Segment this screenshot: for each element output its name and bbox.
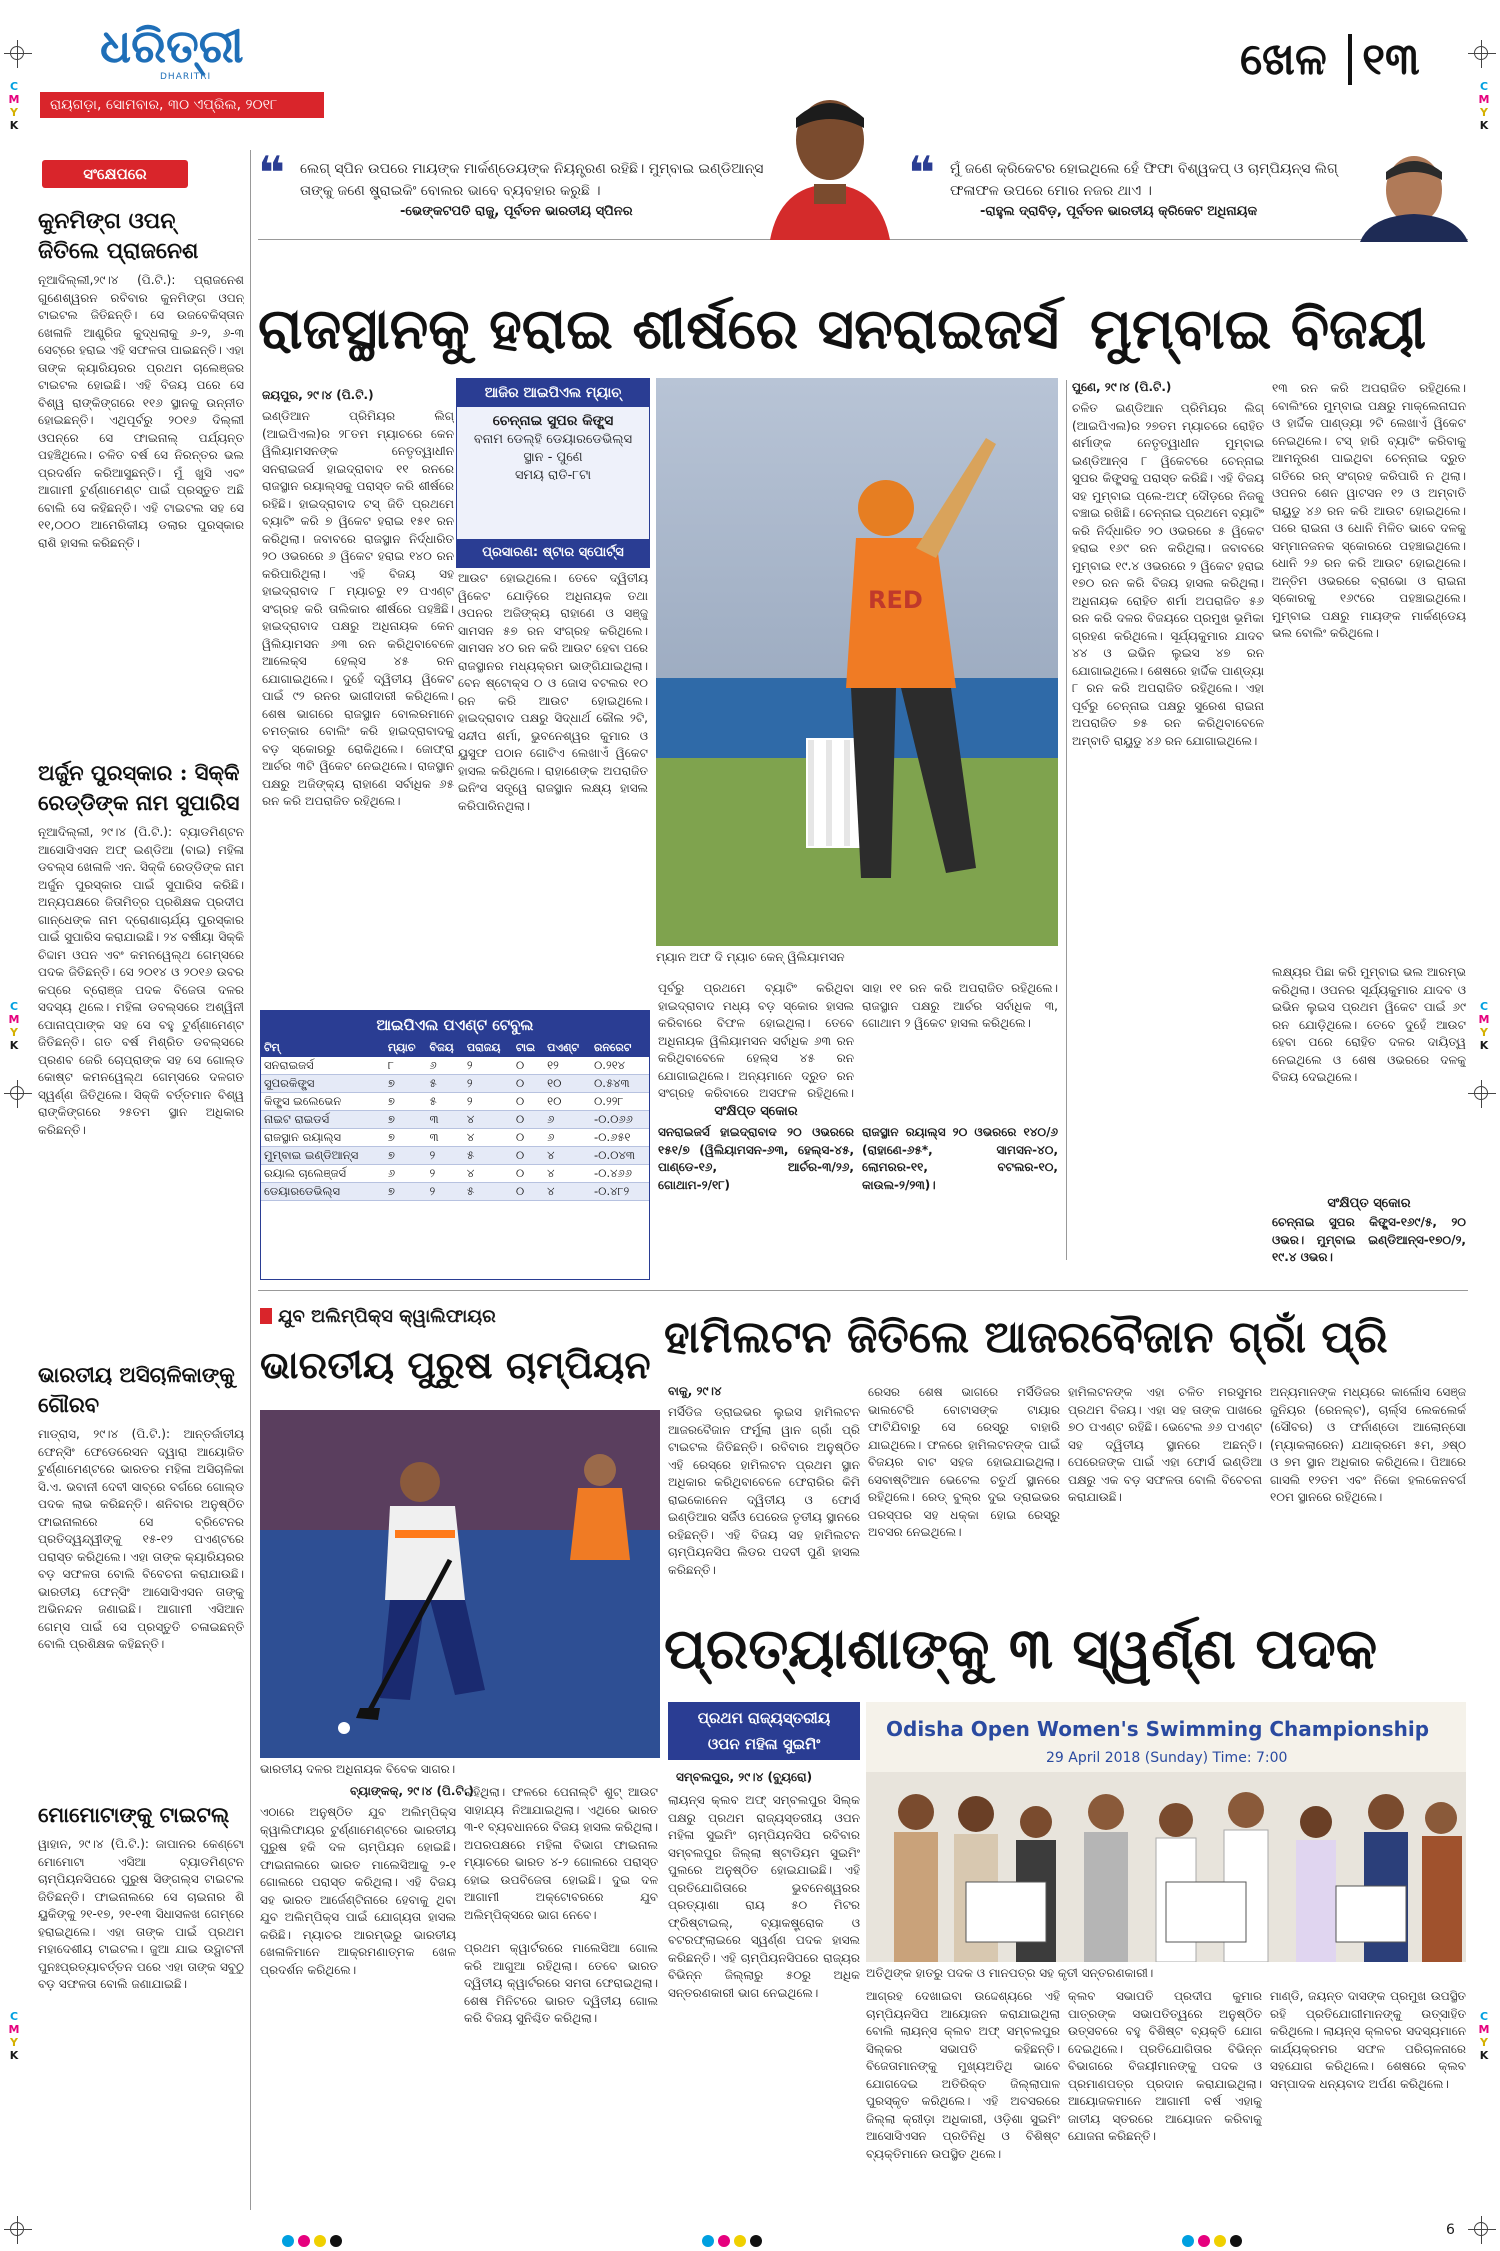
svg-text:RED: RED xyxy=(868,586,923,614)
mumbai-score: ଚେନ୍ନାଇ ସୁପର କିଙ୍ଗ୍ସ-୧୬୯/୫, ୨୦ ଓଭର। ମୁମ୍ବାଇ ଇଣ୍ଡିଆନ୍ସ-୧୭୦/୨, ୧୯.୪ ଓଭର। xyxy=(1272,1215,1466,1264)
table-cell: ୭ xyxy=(385,1093,427,1111)
lead-body-col1: ଇଣ୍ଡିଆନ ପ୍ରିମିୟର ଲିଗ୍ (ଆଇପିଏଲ)ର ୨୮ତମ ମ୍ୟାଚରେ କେନ ୱିଲିୟାମସନଙ୍କ ନେତୃତ୍ୱାଧୀନ ସନରାଇଜର୍ସ ହାଇଦ୍ରାବାଦ ୧୧ ରନରେ ରାଜସ୍ଥାନ ରୟାଲ୍ସକୁ ପରାସ୍ତ କରି ଶୀର୍ଷରେ ରହିଛି। ହାଇଦ୍ରାବାଦ ଟସ୍ ଜିତି ପ୍ରଥମେ ବ୍ୟାଟିଂ କରି ୭ ୱିକେଟ ହରାଇ ୧୫୧ ରନ କରିଥିଲା। ଜବାବରେ ରାଜସ୍ଥାନ ନିର୍ଦ୍ଧାରିତ ୨୦ ଓଭରରେ ୬ ୱିକେଟ ହରାଇ ୧୪୦ ରନ କରିପାରିଥିଲା। ଏହି ବିଜୟ ସହ ହାଇଦ୍ରାବାଦ ୮ ମ୍ୟାଚରୁ ୧୨ ପଏଣ୍ଟ ସଂଗ୍ରହ କରି ତାଲିକାର ଶୀର୍ଷରେ ପହଞ୍ଚିଛି। ହାଇଦ୍ରାବାଦ ପକ୍ଷରୁ ଅଧିନାୟକ କେନ ୱିଲିୟାମସନ ୬୩ ରନ କରିଥିବାବେଳେ ଆଲେକ୍ସ ହେଲ୍ସ ୪୫ ରନ ଯୋଗାଇଥିଲେ। ଦୁହେଁ ଦ୍ୱିତୀୟ ୱିକେଟ ପାଇଁ ୯୨ ରନର ଭାଗୀଦାରୀ କରିଥିଲେ। ଶେଷ ଭାଗରେ ରାଜସ୍ଥାନ ବୋଲରମାନେ ଚମତ୍କାର ବୋଲିଂ କରି ହାଇଦ୍ରାବାଦକୁ ବଡ଼ ସ୍କୋରରୁ ରୋକିଥିଲେ। ଜୋଫ୍ରା ଆର୍ଚର ୩ଟି ୱିକେଟ ନେଇଥିଲେ। ରାଜସ୍ଥାନ ପକ୍ଷରୁ ଅଜିଙ୍କ୍ୟ ରାହାଣେ ସର୍ବାଧିକ ୬୫ ରନ କରି ଅପରାଜିତ ରହିଥିଲେ। xyxy=(262,409,454,808)
column-divider xyxy=(1066,380,1067,1260)
table-cell: ୪ xyxy=(544,1165,591,1183)
table-cell: ୬ xyxy=(544,1129,591,1147)
col-header: ଟାଇ xyxy=(513,1039,544,1057)
lead-headline: ରାଜସ୍ଥାନକୁ ହରାଇ ଶୀର୍ଷରେ ସନରାଇଜର୍ସ xyxy=(258,296,1059,362)
lead-body-col2: ଆଉଟ ହୋଇଥିଲେ। ତେବେ ଦ୍ୱିତୀୟ ୱିକେଟ ଯୋଡ଼ିରେ ଅଧିନାୟକ ତଥା ଓପନର ଅଜିଙ୍କ୍ୟ ରାହାଣେ ଓ ସଞ୍ଜୁ ସାମସନ ୫୭ ରନ ସଂଗ୍ରହ କରିଥିଲେ। ସାମସନ ୪୦ ରନ କରି ଆଉଟ ହେବା ପରେ ରାଜସ୍ଥାନର ମଧ୍ୟକ୍ରମ ଭାଙ୍ଗିଯାଇଥିଲା। ବେନ ଷ୍ଟୋକ୍ସ ୦ ଓ ଜୋସ ବଟଲର ୧୦ ରନ କରି ଆଉଟ ହୋଇଥିଲେ। ହାଇଦ୍ରାବାଦ ପକ୍ଷରୁ ସିଦ୍ଧାର୍ଥ କୌଲ ୨ଟି, ସନ୍ଦୀପ ଶର୍ମା, ଭୁବନେଶ୍ୱର କୁମାର ଓ ୟୁସୁଫ ପଠାନ ଗୋଟିଏ ଲେଖାଏଁ ୱିକେଟ ହାସଲ କରିଥିଲେ। ରାହାଣେଙ୍କ ଅପରାଜିତ ଇନିଂସ ସତ୍ତ୍ୱେ ରାଜସ୍ଥାନ ଲକ୍ଷ୍ୟ ହାସଲ କରିପାରିନଥିଲା। xyxy=(458,571,648,813)
col-header: ପରାଜୟ xyxy=(464,1039,513,1057)
sidebar-divider xyxy=(250,150,251,2210)
col-header: ମ୍ୟାଚ xyxy=(385,1039,427,1057)
today-match-title: ଆଜିର ଆଇପିଏଲ ମ୍ୟାଚ୍ xyxy=(457,379,649,407)
hockey-photo-caption: ଭାରତୀୟ ଦଳର ଅଧିନାୟକ ବିବେକ ସାଗର। xyxy=(260,1762,456,1776)
mumbai-body-col3: ଲକ୍ଷ୍ୟର ପିଛା କରି ମୁମ୍ବାଇ ଭଲ ଆରମ୍ଭ କରିଥିଲା। ଓପନର ସୂର୍ଯ୍ୟକୁମାର ଯାଦବ ଓ ଇଭିନ ଲୁଇସ ପ୍ରଥମ ୱିକେଟ ପାଇଁ ୬୯ ରନ ଯୋଡ଼ିଥିଲେ। ତେବେ ଦୁହେଁ ଆଉଟ ହେବା ପରେ ରୋହିତ ଦଳର ଦାୟିତ୍ୱ ନେଇଥିଲେ ଓ ଶେଷ ଓଭରରେ ଦଳକୁ ବିଜୟ ଦେଇଥିଲେ। xyxy=(1272,965,1466,1084)
table-cell: ୫ xyxy=(427,1093,464,1111)
logo-text: ଧରିତ୍ରୀ xyxy=(100,19,244,73)
table-cell: ୫ xyxy=(464,1147,513,1165)
cmyk-marker: C M Y K xyxy=(8,2010,20,2062)
mumbai-headline: ମୁମ୍ବାଇ ବିଜୟୀ xyxy=(1090,296,1427,362)
table-cell: ୨ xyxy=(427,1165,464,1183)
table-cell: ୫ xyxy=(427,1075,464,1093)
table-cell: ୨ xyxy=(427,1147,464,1165)
points-table-title: ଆଇପିଏଲ ପଏଣ୍ଟ ଟେବୁଲ xyxy=(261,1011,649,1039)
table-row xyxy=(261,1075,649,1093)
table-cell: ୦.୨୧୪ xyxy=(591,1057,649,1075)
table-cell: -୦.୪୮୨ xyxy=(591,1183,649,1201)
table-cell: ୩ xyxy=(427,1129,464,1147)
today-match-broadcast: ପ୍ରସାରଣ: ଷ୍ଟାର ସ୍ପୋର୍ଟ୍ସ xyxy=(457,539,649,567)
quote-author: -ଭେଙ୍କଟପତି ରାଜୁ, ପୂର୍ବତନ ଭାରତୀୟ ସ୍ପିନର xyxy=(400,204,633,219)
lead-score-1: ସନରାଇଜର୍ସ ହାଇଦ୍ରାବାଦ ୨୦ ଓଭରରେ ୧୫୧/୭ (ୱିଲିୟାମସନ-୬୩, ହେଲ୍ସ-୪୫, ପାଣ୍ଡେ-୧୬, ଆର୍ଚର-୩/୨୬, ଗୋଥାମ-୨/୧୮) xyxy=(658,1125,854,1192)
hockey-photo xyxy=(260,1410,660,1758)
color-bar xyxy=(1180,2232,1244,2251)
swim-body-col3: କ୍ଲବ ସଭାପତି ପ୍ରଦୀପ କୁମାର ପାତ୍ରଙ୍କ ସଭାପତିତ୍ୱରେ ଅନୁଷ୍ଠିତ ଉତ୍ସବରେ ବହୁ ବିଶିଷ୍ଟ ବ୍ୟକ୍ତି ଯୋଗ ଦେଇଥିଲେ। ପ୍ରତିଯୋଗିତାର ବିଭିନ୍ନ ବିଭାଗରେ ବିଜୟୀମାନଙ୍କୁ ପଦକ ଓ ପ୍ରମାଣପତ୍ର ପ୍ରଦାନ କରାଯାଇଥିଲା। ଆୟୋଜକମାନେ ଆଗାମୀ ବର୍ଷ ଏହାକୁ ଜାତୀୟ ସ୍ତରରେ ଆୟୋଜନ କରିବାକୁ ଯୋଜନା କରିଛନ୍ତି। xyxy=(1068,1989,1262,2143)
table-cell: ସନରାଇଜର୍ସ xyxy=(261,1057,385,1075)
mumbai-body-col1: ଚଳିତ ଇଣ୍ଡିଆନ ପ୍ରିମିୟର ଲିଗ୍ (ଆଇପିଏଲ)ର ୨୭ତମ ମ୍ୟାଚରେ ରୋହିତ ଶର୍ମାଙ୍କ ନେତୃତ୍ୱାଧୀନ ମୁମ୍ବାଇ ଇଣ୍ଡିଆନ୍ସ ୮ ୱିକେଟରେ ଚେନ୍ନାଇ ସୁପର କିଙ୍ଗ୍ସକୁ ପରାସ୍ତ କରିଛି। ଏହି ବିଜୟ ସହ ମୁମ୍ବାଇ ପ୍ଲେ-ଅଫ୍ ଦୌଡ଼ରେ ନିଜକୁ ବଞ୍ଚାଇ ରଖିଛି। ଚେନ୍ନାଇ ପ୍ରଥମେ ବ୍ୟାଟିଂ କରି ନିର୍ଦ୍ଧାରିତ ୨୦ ଓଭରରେ ୫ ୱିକେଟ ହରାଇ ୧୬୯ ରନ କରିଥିଲା। ଜବାବରେ ମୁମ୍ବାଇ ୧୯.୪ ଓଭରରେ ୨ ୱିକେଟ ହରାଇ ୧୭୦ ରନ କରି ବିଜୟ ହାସଲ କରିଥିଲା। ଅଧିନାୟକ ରୋହିତ ଶର୍ମା ଅପରାଜିତ ୫୬ ରନ କରି ଦଳର ବିଜୟରେ ପ୍ରମୁଖ ଭୂମିକା ଗ୍ରହଣ କରିଥିଲେ। ସୂର୍ଯ୍ୟକୁମାର ଯାଦବ ୪୪ ଓ ଇଭିନ ଲୁଇସ ୪୭ ରନ ଯୋଗାଇଥିଲେ। ଶେଷରେ ହାର୍ଦ୍ଦିକ ପାଣ୍ଡ୍ୟା ୮ ରନ କରି ଅପରାଜିତ ରହିଥିଲେ। ଏହା ପୂର୍ବରୁ ଚେନ୍ନାଇ ପକ୍ଷରୁ ସୁରେଶ ରାଇନା ଅପରାଜିତ ୭୫ ରନ କରିଥିବାବେଳେ ଅମ୍ବାତି ରାୟୁଡୁ ୪୬ ରନ ଯୋଗାଇଥିଲେ। xyxy=(1072,401,1264,748)
table-cell: ମୁମ୍ବାଇ ଇଣ୍ଡିଆନ୍ସ xyxy=(261,1147,385,1165)
table-cell: ୬ xyxy=(544,1111,591,1129)
table-cell: ୭ xyxy=(385,1183,427,1201)
sidebar-item-title: ମୋମୋଟାଙ୍କୁ ଟାଇଟଲ୍ xyxy=(38,1802,230,1827)
table-row xyxy=(261,1183,649,1201)
quote-author: -ରାହୁଲ ଦ୍ରାବିଡ଼, ପୂର୍ବତନ ଭାରତୀୟ କ୍ରିକେଟ ଅଧିନାୟକ xyxy=(980,204,1258,219)
hockey-dateline: ବ୍ୟାଙ୍କକ୍, ୨୯।୪ (ପି.ଟି.) xyxy=(350,1784,474,1798)
hockey-kicker-text: ଯୁବ ଅଲିମ୍ପିକ୍ସ କ୍ୱାଲିଫାୟର xyxy=(278,1306,496,1327)
sidebar-item-body: ନୂଆଦିଲ୍ଲୀ, ୨୯।୪ (ପି.ଟି.): ବ୍ୟାଡମିଣ୍ଟନ ଆସୋସିଏସନ ଅଫ୍ ଇଣ୍ଡିଆ (ବାଇ) ମହିଳା ଡବଲ୍ସ ଖେଳାଳି ଏନ. ସିକ୍କି ରେଡ୍ଡିଙ୍କ ନାମ ଅର୍ଜୁନ ପୁରସ୍କାର ପାଇଁ ସୁପାରିସ କରିଛି। ଅନ୍ୟପକ୍ଷରେ ଜିତାମିତ୍ର ପ୍ରଶିକ୍ଷକ ପ୍ରଦୀପ ଗାନ୍ଧେଙ୍କ ନାମ ଦ୍ରୋଣାଚାର୍ଯ୍ୟ ପୁରସ୍କାର ପାଇଁ ସୁପାରିସ କରାଯାଇଛି। ୨୪ ବର୍ଷୀୟା ସିକ୍କି ଚିଦ୍ଦାମ ଓପନ ଏବଂ କମନୱେଲ୍ଥ ଗେମ୍ସରେ ପଦକ ଜିତିଛନ୍ତି। ସେ ୨୦୧୪ ଓ ୨୦୧୬ ଉବର କପ୍‌ରେ ବ୍ରୋଞ୍ଜ ପଦକ ବିଜେତା ଦଳର ସଦସ୍ୟ ଥିଲେ। ମହିଳା ଡବଲ୍ସରେ ଅଶ୍ୱିନୀ ପୋନାପ୍ପାଙ୍କ ସହ ସେ ବହୁ ଟୁର୍ଣ୍ଣାମେଣ୍ଟ ଜିତିଛନ୍ତି। ଗତ ବର୍ଷ ମିଶ୍ରିତ ଡବଲ୍ସରେ ପ୍ରଣବ ଜେରି ଚୋପ୍ରାଙ୍କ ସହ ସେ ଗୋଲ୍ଡ କୋଷ୍ଟ କମନୱେଲ୍ଥ ଗେମ୍ସରେ ଦଳଗତ ସ୍ୱର୍ଣ୍ଣ ଜିତିଥିଲେ। ସିକ୍କି ବର୍ତ୍ତମାନ ବିଶ୍ୱ ରାଙ୍କିଙ୍ଗରେ ୨୫ତମ ସ୍ଥାନ ଅଧିକାର କରିଛନ୍ତି। xyxy=(38,825,244,1137)
table-cell: ନାଇଟ ରାଇଡର୍ସ xyxy=(261,1111,385,1129)
table-cell: -୦.୦୬୬ xyxy=(591,1111,649,1129)
table-cell: ୭ xyxy=(385,1111,427,1129)
registration-mark xyxy=(4,1080,32,1108)
table-cell: ୪ xyxy=(464,1165,513,1183)
table-cell: ୫ xyxy=(464,1183,513,1201)
table-cell: ୦ xyxy=(513,1183,544,1201)
swim-body-col4: ମାଣ୍ଡି, ଜୟନ୍ତ ଦାସଙ୍କ ପ୍ରମୁଖ ଉପସ୍ଥିତ ରହି ପ୍ରତିଯୋଗୀମାନଙ୍କୁ ଉତ୍ସାହିତ କରିଥିଲେ। ଲାୟନ୍ସ କ୍ଲବର ସଦସ୍ୟମାନେ କାର୍ଯ୍ୟକ୍ରମର ସଫଳ ପରିଚାଳନାରେ ସହଯୋଗ କରିଥିଲେ। ଶେଷରେ କ୍ଲବ ସମ୍ପାଦକ ଧନ୍ୟବାଦ ଅର୍ପଣ କରିଥିଲେ। xyxy=(1270,1989,1466,2091)
swim-kicker-line2: ଓପନ ମହିଳା ସୁଇମିଂ xyxy=(707,1735,821,1753)
cmyk-marker: C M Y K xyxy=(8,80,20,132)
today-match-box xyxy=(456,378,650,568)
table-cell: ୬ xyxy=(427,1057,464,1075)
registration-mark xyxy=(4,2216,32,2244)
registration-mark xyxy=(1468,1080,1496,1108)
points-table xyxy=(260,1010,650,1280)
table-cell: ୭ xyxy=(385,1129,427,1147)
masthead-logo xyxy=(100,18,280,88)
lead-photo-williamson xyxy=(656,378,1058,946)
kicker-marker-icon xyxy=(260,1308,272,1324)
today-match-venue: ସ୍ଥାନ - ପୁଣେ xyxy=(523,450,583,465)
table-cell: ୦ xyxy=(513,1075,544,1093)
table-cell: ୪ xyxy=(464,1111,513,1129)
mumbai-score-title: ସଂକ୍ଷିପ୍ତ ସ୍କୋର xyxy=(1327,1196,1411,1211)
table-cell: ୩ xyxy=(427,1111,464,1129)
sidebar-item-body: ନୂଆଦିଲ୍ଲୀ,୨୯।୪ (ପି.ଟି.): ପ୍ରାଜନେଶ ଗୁଣେଶ୍ୱରନ ରବିବାର କୁନମିଙ୍ଗ ଓପନ୍ ଟାଇଟଲ ଜିତିଛନ୍ତି। ସେ ଉଜବେକିସ୍ତାନ ଖେଳାଳି ଆଣ୍ଡ୍ରିଜ କୁଦ୍ଧଲାକୁ ୬-୨, ୬-୩ ସେଟ୍‌ରେ ହରାଇ ଏହି ସଫଳତା ପାଇଛନ୍ତି। ଏହା ତାଙ୍କ କ୍ୟାରିୟରର ପ୍ରଥମ ଚାଲେଞ୍ଜର ଟାଇଟଲ ହୋଇଛି। ଏହି ବିଜୟ ପରେ ସେ ବିଶ୍ୱ ରାଙ୍କିଙ୍ଗରେ ୧୧୬ ସ୍ଥାନକୁ ଉନ୍ନୀତ ହୋଇଛନ୍ତି। ଏଥିପୂର୍ବରୁ ୨୦୧୬ ଦିଲ୍ଲୀ ଓପନ୍‌ରେ ସେ ଫାଇନାଲ୍ ପର୍ଯ୍ୟନ୍ତ ପହଞ୍ଚିଥିଲେ। ଚଳିତ ବର୍ଷ ସେ ନିରନ୍ତର ଭଲ ପ୍ରଦର୍ଶନ କରିଆସୁଛନ୍ତି। ମୁଁ ଖୁସି ଏବଂ ଆଗାମୀ ଟୁର୍ଣ୍ଣାମେଣ୍ଟ ପାଇଁ ପ୍ରସ୍ତୁତ ଅଛି ବୋଲି ସେ କହିଛନ୍ତି। ଏହି ଟାଇଟଲ ସହ ସେ ୧୧,୦୦୦ ଆମେରିକୀୟ ଡଲାର ପୁରସ୍କାର ରାଶି ହାସଲ କରିଛନ୍ତି। xyxy=(38,273,244,550)
quote-portrait-raju xyxy=(770,88,890,240)
f1-headline: ହାମିଲଟନ ଜିତିଲେ ଆଜରବୈଜାନ ଗ୍ରାଁ ପ୍ରି xyxy=(664,1312,1388,1363)
f1-body-col4: ଅନ୍ୟମାନଙ୍କ ମଧ୍ୟରେ କାର୍ଲୋସ ସେଞ୍ଜ ଜୁନିୟର (ରେନଲ୍ଟ), ଚାର୍ଲ୍ସ ଲେକଲେର୍କ (ସୌବର) ଓ ଫର୍ନାଣ୍ଡୋ ଆଲୋନ୍ସୋ (ମ୍ୟାକଲାରେନ) ଯଥାକ୍ରମେ ୫ମ, ୬ଷ୍ଠ ଓ ୭ମ ସ୍ଥାନ ଅଧିକାର କରିଥିଲେ। ପିଆରେ ଗାସଲି ୧୨ତମ ଏବଂ ନିକୋ ହଲକେନବର୍ଗ ୧୦ମ ସ୍ଥାନରେ ରହିଥିଲେ। xyxy=(1270,1385,1466,1504)
table-row xyxy=(261,1093,649,1111)
table-cell: -୦.୦୪୩ xyxy=(591,1147,649,1165)
table-cell: ସୁପରକିଙ୍ଗ୍ସ xyxy=(261,1075,385,1093)
sidebar-item-title: କୁନମିଙ୍ଗ ଓପନ୍ ଜିତିଲେ ପ୍ରାଜନେଶ xyxy=(38,208,199,264)
table-cell: ୦ xyxy=(513,1129,544,1147)
table-cell: ରୟାଲ ଚାଲେଞ୍ଜର୍ସ xyxy=(261,1165,385,1183)
logo-sub: DHARITRI xyxy=(160,72,212,82)
swim-banner-date: 29 April 2018 (Sunday) Time: 7:00 xyxy=(1046,1750,1288,1766)
table-cell: ୬ xyxy=(385,1165,427,1183)
hockey-body-col3: ପ୍ରଥମ କ୍ୱାର୍ଟରରେ ମାଲେସିଆ ଗୋଲ କରି ଆଗୁଆ ରହିଥିଲା। ତେବେ ଭାରତ ଦ୍ୱିତୀୟ କ୍ୱାର୍ଟରରେ ସମତା ଫେରାଇଥିଲା। ଶେଷ ମିନିଟରେ ଭାରତ ଦ୍ୱିତୀୟ ଗୋଲ କରି ବିଜୟ ସୁନିଶ୍ଚିତ କରିଥିଲା। xyxy=(464,1941,658,2025)
quote-portrait-dravid xyxy=(1360,150,1468,242)
hockey-body-col1: ଏଠାରେ ଅନୁଷ୍ଠିତ ଯୁବ ଅଲିମ୍ପିକ୍ସ କ୍ୱାଲିଫାୟର ଟୁର୍ଣ୍ଣାମେଣ୍ଟରେ ଭାରତୀୟ ପୁରୁଷ ହକି ଦଳ ଚାମ୍ପିୟନ ହୋଇଛି। ଫାଇନାଲରେ ଭାରତ ମାଲେସିଆକୁ ୨-୧ ଗୋଲରେ ପରାସ୍ତ କରିଥିଲା। ଏହି ବିଜୟ ସହ ଭାରତ ଆର୍ଜେଣ୍ଟିନାରେ ହେବାକୁ ଥିବା ଯୁବ ଅଲିମ୍ପିକ୍ସ ପାଇଁ ଯୋଗ୍ୟତା ହାସଲ କରିଛି। ମ୍ୟାଚର ଆରମ୍ଭରୁ ଭାରତୀୟ ଖେଳାଳିମାନେ ଆକ୍ରମଣାତ୍ମକ ଖେଳ ପ୍ରଦର୍ଶନ କରିଥିଲେ। xyxy=(260,1805,456,1977)
section-title xyxy=(1240,30,1460,90)
table-cell: ୦.୨୨୮ xyxy=(591,1093,649,1111)
sidebar-label: ସଂକ୍ଷେପରେ xyxy=(42,160,188,188)
col-header: ବିଜୟ xyxy=(427,1039,464,1057)
color-bar xyxy=(700,2232,764,2251)
footer-page-number: 6 xyxy=(1446,2222,1455,2238)
sidebar-item-body: ମାଡ୍ରାସ, ୨୯।୪ (ପି.ଟି.): ଆନ୍ତର୍ଜାତୀୟ ଫେନ୍ସିଂ ଫେଡେରେସନ ଦ୍ୱାରା ଆୟୋଜିତ ଟୁର୍ଣ୍ଣାମେଣ୍ଟରେ ଭାରତର ମହିଳା ଅସିଚାଳିକା ସି.ଏ. ଭବାନୀ ଦେବୀ ସାବ୍ରେ ବର୍ଗରେ ଗୋଲ୍ଡ ପଦକ ଲାଭ କରିଛନ୍ତି। ଶନିବାର ଅନୁଷ୍ଠିତ ଫାଇନାଲରେ ସେ ବ୍ରିଟେନର ପ୍ରତିଦ୍ୱନ୍ଦ୍ୱୀଙ୍କୁ ୧୫-୧୨ ପଏଣ୍ଟରେ ପରାସ୍ତ କରିଥିଲେ। ଏହା ତାଙ୍କ କ୍ୟାରିୟରର ବଡ଼ ସଫଳତା ବୋଲି ବିବେଚନା କରାଯାଉଛି। ଭାରତୀୟ ଫେନ୍ସିଂ ଆସୋସିଏସନ ତାଙ୍କୁ ଅଭିନନ୍ଦନ ଜଣାଇଛି। ଆଗାମୀ ଏସିଆନ ଗେମ୍ସ ପାଇଁ ସେ ପ୍ରସ୍ତୁତି ଚଳାଇଛନ୍ତି ବୋଲି ପ୍ରଶିକ୍ଷକ କହିଛନ୍ତି। xyxy=(38,1427,244,1651)
table-row xyxy=(261,1165,649,1183)
table-cell: ୧୨ xyxy=(544,1057,591,1075)
table-cell: କିଙ୍ଗ୍ସ ଇଲେଭେନ xyxy=(261,1093,385,1111)
section-rule xyxy=(258,1290,1468,1291)
quote-mark-icon: ❝ xyxy=(258,146,285,200)
f1-body-col1: ମର୍ସିଡିଜ ଡ୍ରାଇଭର ଲୁଇସ ହାମିଲଟନ ଆଜରବୈଜାନ ଫର୍ମୁଲା ୱାନ ଗ୍ରାଁ ପ୍ରି ଟାଇଟଲ ଜିତିଛନ୍ତି। ରବିବାର ଅନୁଷ୍ଠିତ ଏହି ରେସ୍‌ରେ ହାମିଲଟନ ପ୍ରଥମ ସ୍ଥାନ ଅଧିକାର କରିଥିବାବେଳେ ଫେରାରିର କିମି ରାଇକୋନେନ ଦ୍ୱିତୀୟ ଓ ଫୋର୍ସ ଇଣ୍ଡିଆର ସର୍ଜିଓ ପେରେଜ ତୃତୀୟ ସ୍ଥାନରେ ରହିଛନ୍ତି। ଏହି ବିଜୟ ସହ ହାମିଲଟନ ଚାମ୍ପିୟନସିପ ଲିଡର ପଦବୀ ପୁଣି ହାସଲ କରିଛନ୍ତି। xyxy=(668,1405,860,1577)
table-cell: ଡେୟାରଡେଭିଲ୍ସ xyxy=(261,1183,385,1201)
table-cell: ୦ xyxy=(513,1111,544,1129)
swim-headline: ପ୍ରତ୍ୟାଶାଙ୍କୁ ୩ ସ୍ୱର୍ଣ୍ଣ ପଦକ xyxy=(664,1616,1378,1682)
table-cell: -୦.୪୬୬ xyxy=(591,1165,649,1183)
swim-photo-caption: ଅତିଥିଙ୍କ ହାତରୁ ପଦକ ଓ ମାନପତ୍ର ସହ କୃତୀ ସନ୍ତରଣକାରୀ। xyxy=(866,1966,1154,1980)
table-cell: ୭ xyxy=(385,1147,427,1165)
table-cell: ୦ xyxy=(513,1057,544,1075)
table-cell: ୮ xyxy=(385,1057,427,1075)
table-cell: ୨ xyxy=(464,1075,513,1093)
swim-kicker-box xyxy=(668,1702,860,1760)
registration-mark xyxy=(1468,40,1496,68)
dateline: ରାୟଗଡ଼ା, ସୋମବାର, ୩୦ ଏପ୍ରିଲ, ୨୦୧୮ xyxy=(50,97,278,113)
cmyk-marker: C M Y K xyxy=(1478,2010,1490,2062)
f1-body-col2: ରେସର ଶେଷ ଭାଗରେ ମର୍ସିଡିଜର ଭାଲଟେରି ବୋଟାସଙ୍କ ଟାୟାର ଫାଟିଯିବାରୁ ସେ ରେସ୍‌ରୁ ବାହାରି ଯାଇଥିଲେ। ଫଳରେ ହାମିଲଟନଙ୍କ ପାଇଁ ବିଜୟର ବାଟ ସହଜ ହୋଇଯାଇଥିଲା। ସେବାଷ୍ଟିଆନ ଭେଟେଲ ଚତୁର୍ଥ ସ୍ଥାନରେ ରହିଥିଲେ। ରେଡ୍ ବୁଲ୍‌ର ଦୁଇ ଡ୍ରାଇଭର ପରସ୍ପର ସହ ଧକ୍କା ହୋଇ ରେସ୍‌ରୁ ଅବସର ନେଇଥିଲେ। xyxy=(868,1385,1060,1539)
hockey-kicker xyxy=(260,1306,650,1327)
f1-dateline: ବାକୁ, ୨୯।୪ xyxy=(668,1384,722,1398)
points-table-grid xyxy=(261,1039,649,1201)
lead-body-col3: ପୂର୍ବରୁ ପ୍ରଥମେ ବ୍ୟାଟିଂ କରିଥିବା ହାଇଦ୍ରାବାଦ ମଧ୍ୟ ବଡ଼ ସ୍କୋର ହାସଲ କରିବାରେ ବିଫଳ ହୋଇଥିଲା। ତେବେ ଅଧିନାୟକ ୱିଲିୟାମସନ ସର୍ବାଧିକ ୬୩ ରନ କରିଥିବାବେଳେ ହେଲ୍ସ ୪୫ ରନ ଯୋଗାଇଥିଲେ। ଅନ୍ୟମାନେ ଦ୍ରୁତ ରନ ସଂଗ୍ରହ କରିବାରେ ଅସଫଳ ରହିଥିଲେ। xyxy=(658,981,854,1100)
table-cell: -୦.୬୫୧ xyxy=(591,1129,649,1147)
swim-dateline: ସମ୍ବଲପୁର, ୨୯।୪ (ବ୍ୟୁରୋ) xyxy=(676,1770,813,1784)
f1-body-col3: ହାମିଲଟନଙ୍କ ଏହା ଚଳିତ ମରସୁମର ପ୍ରଥମ ବିଜୟ। ଏହା ସହ ତାଙ୍କ ପାଖରେ ୭୦ ପଏଣ୍ଟ ରହିଛି। ଭେଟେଲ ୬୬ ପଏଣ୍ଟ ସହ ଦ୍ୱିତୀୟ ସ୍ଥାନରେ ଅଛନ୍ତି। ପେରେଜଙ୍କ ପାଇଁ ଏହା ଫୋର୍ସ ଇଣ୍ଡିଆ ପକ୍ଷରୁ ଏକ ବଡ଼ ସଫଳତା ବୋଲି ବିବେଚନା କରାଯାଉଛି। xyxy=(1068,1385,1262,1504)
hockey-headline: ଭାରତୀୟ ପୁରୁଷ ଚାମ୍ପିୟନ xyxy=(260,1342,651,1387)
sidebar-item-body: ୱାହାନ, ୨୯।୪ (ପି.ଟି.): ଜାପାନର କେଣ୍ଟୋ ମୋମୋଟା ଏସିଆ ବ୍ୟାଡମିଣ୍ଟନ ଚାମ୍ପିୟନସିପରେ ପୁରୁଷ ସିଙ୍ଗଲ୍ସ ଟାଇଟଲ ଜିତିଛନ୍ତି। ଫାଇନାଲରେ ସେ ଚାଇନାର ଶି ୟୁକିଙ୍କୁ ୨୧-୧୭, ୨୧-୧୩ ସିଧାସଳଖ ଗେମ୍‌ରେ ହରାଇଥିଲେ। ଏହା ତାଙ୍କ ପାଇଁ ପ୍ରଥମ ମହାଦେଶୀୟ ଟାଇଟଲ। ଜୁଆ ଯାଇ ଉଦ୍ଘାଟନୀ ପୁନଃପ୍ରତ୍ୟାବର୍ତ୍ତନ ପରେ ଏହା ତାଙ୍କ ସବୁଠୁ ବଡ଼ ସଫଳତା ବୋଲି ଜଣାଯାଇଛି। xyxy=(38,1837,244,1991)
swim-body-col1: ଲାୟନ୍ସ କ୍ଲବ ଅଫ୍ ସମ୍ବଲପୁର ସିଲ୍କ ପକ୍ଷରୁ ପ୍ରଥମ ରାଜ୍ୟସ୍ତରୀୟ ଓପନ ମହିଳା ସୁଇମିଂ ଚାମ୍ପିୟନସିପ ରବିବାର ସମ୍ବଲପୁର ଜିଲ୍ଲା ଷ୍ଟାଡିୟମ ସୁଇମିଂ ପୁଲରେ ଅନୁଷ୍ଠିତ ହୋଇଯାଇଛି। ଏହି ପ୍ରତିଯୋଗିତାରେ ଭୁବନେଶ୍ୱରର ପ୍ରତ୍ୟାଶା ରାୟ ୫୦ ମିଟର ଫ୍ରିଷ୍ଟାଇଲ୍, ବ୍ୟାକଷ୍ଟ୍ରୋକ ଓ ବଟରଫ୍ଲାଇରେ ସ୍ୱର୍ଣ୍ଣ ପଦକ ହାସଲ କରିଛନ୍ତି। ଏହି ଚାମ୍ପିୟନସିପରେ ରାଜ୍ୟର ବିଭିନ୍ନ ଜିଲ୍ଲାରୁ ୫୦ରୁ ଅଧିକ ସନ୍ତରଣକାରୀ ଭାଗ ନେଇଥିଲେ। xyxy=(668,1793,860,2000)
table-cell: ୦ xyxy=(513,1147,544,1165)
quote-text: ଲେଗ୍ ସ୍ପିନ ଉପରେ ମାୟଙ୍କ ମାର୍କଣ୍ଡେୟଙ୍କ ନିୟନ୍ତ୍ରଣ ରହିଛି। ମୁମ୍ବାଇ ଇଣ୍ଡିଆନ୍ସ ତାଙ୍କୁ ଜଣେ ଷ୍ଟ୍ରାଇକିଂ ବୋଲର ଭାବେ ବ୍ୟବହାର କରୁଛି । xyxy=(300,161,764,199)
swim-banner-text: Odisha Open Women's Swimming Championship xyxy=(886,1717,1430,1741)
dateline-bar xyxy=(40,92,324,118)
swim-kicker-line1: ପ୍ରଥମ ରାଜ୍ୟସ୍ତରୀୟ xyxy=(697,1709,831,1727)
table-cell: ୦ xyxy=(513,1165,544,1183)
table-cell: ୪ xyxy=(544,1147,591,1165)
color-bar xyxy=(280,2232,344,2251)
page-number: ୧୩ xyxy=(1348,34,1420,85)
sidebar-item-title: ଭାରତୀୟ ଅସିଚାଳିକାଙ୍କୁ ଗୌରବ xyxy=(38,1362,235,1417)
today-match-team1: ଚେନ୍ନାଇ ସୁପର କିଙ୍ଗ୍ସ xyxy=(492,413,614,429)
lead-body-col4: ସାହା ୧୧ ରନ କରି ଅପରାଜିତ ରହିଥିଲେ। ରାଜସ୍ଥାନ ପକ୍ଷରୁ ଆର୍ଚର ସର୍ବାଧିକ ୩, ଗୋଥାମ ୨ ୱିକେଟ ହାସଲ କରିଥିଲେ। xyxy=(862,981,1058,1030)
quote-text: ମୁଁ ଜଣେ କ୍ରିକେଟର ହୋଇଥିଲେ ହେଁ ଫିଫା ବିଶ୍ୱକପ୍ ଓ ଚାମ୍ପିୟନ୍ସ ଲିଗ୍ ଫଳାଫଳ ଉପରେ ମୋର ନଜର ଥାଏ । xyxy=(950,161,1338,199)
registration-mark xyxy=(1468,2216,1496,2244)
registration-mark xyxy=(4,40,32,68)
swim-body-col2: ଆଗ୍ରହ ଦେଖାଇବା ଉଦ୍ଦେଶ୍ୟରେ ଏହି ଚାମ୍ପିୟନସିପ ଆୟୋଜନ କରାଯାଇଥିଲା ବୋଲି ଲାୟନ୍ସ କ୍ଲବ ଅଫ୍ ସମ୍ବଲପୁର ସିଲ୍କର ସଭାପତି କହିଛନ୍ତି। ବିଜେତାମାନଙ୍କୁ ମୁଖ୍ୟଅତିଥି ଭାବେ ଯୋଗଦେଇ ଅତିରିକ୍ତ ଜିଲ୍ଲାପାଳ ପୁରସ୍କୃତ କରିଥିଲେ। ଏହି ଅବସରରେ ଜିଲ୍ଲା କ୍ରୀଡ଼ା ଅଧିକାରୀ, ଓଡ଼ିଶା ସୁଇମିଂ ଆସୋସିଏସନ ପ୍ରତିନିଧି ଓ ବିଶିଷ୍ଟ ବ୍ୟକ୍ତିମାନେ ଉପସ୍ଥିତ ଥିଲେ। xyxy=(866,1989,1060,2161)
swim-photo xyxy=(866,1702,1466,1962)
lead-score-2: ରାଜସ୍ଥାନ ରୟାଲ୍ସ ୨୦ ଓଭରରେ ୧୪୦/୬ (ରାହାଣେ-୬୫*, ସାମସନ-୪୦, ଲୋମରର-୧୧, ବଟଲର-୧୦, କାଉଲ-୨/୨୩)। xyxy=(862,1125,1058,1192)
mumbai-body-col2: ୧୩ ରନ କରି ଅପରାଜିତ ରହିଥିଲେ। ବୋଲିଂରେ ମୁମ୍ବାଇ ପକ୍ଷରୁ ମାକ୍ଲେନାଘନ ଓ ହାର୍ଦ୍ଦିକ ପାଣ୍ଡ୍ୟା ୨ଟି ଲେଖାଏଁ ୱିକେଟ ନେଇଥିଲେ। ଟସ୍ ହାରି ବ୍ୟାଟିଂ କରିବାକୁ ଆମନ୍ତ୍ରଣ ପାଇଥିବା ଚେନ୍ନାଇ ଦ୍ରୁତ ଗତିରେ ରନ୍ ସଂଗ୍ରହ କରିପାରି ନ ଥିଲା। ଓପନର ଶେନ ୱାଟସନ ୧୨ ଓ ଅମ୍ବାତି ରାୟୁଡୁ ୪୬ ରନ କରି ଆଉଟ ହୋଇଥିଲେ। ପରେ ରାଇନା ଓ ଧୋନି ମିଳିତ ଭାବେ ଦଳକୁ ସମ୍ମାନଜନକ ସ୍କୋରରେ ପହଞ୍ଚାଇଥିଲେ। ଧୋନି ୨୬ ରନ କରି ଆଉଟ ହୋଇଥିଲେ। ଅନ୍ତିମ ଓଭରରେ ବ୍ରାଭୋ ଓ ରାଇନା ସ୍କୋରକୁ ୧୬୯ରେ ପହଞ୍ଚାଇଥିଲେ। ମୁମ୍ବାଇ ପକ୍ଷରୁ ମାୟଙ୍କ ମାର୍କଣ୍ଡେୟ ଭଲ ବୋଲିଂ କରିଥିଲେ। xyxy=(1272,381,1466,640)
table-row xyxy=(261,1147,649,1165)
table-cell: ୧୦ xyxy=(544,1075,591,1093)
table-row xyxy=(261,1129,649,1147)
cmyk-marker: C M Y K xyxy=(8,1000,20,1052)
table-cell: ରାଜସ୍ଥାନ ରୟାଲ୍ସ xyxy=(261,1129,385,1147)
quote-mark-icon: ❝ xyxy=(908,146,935,200)
mumbai-dateline: ପୁଣେ, ୨୯।୪ (ପି.ଟି.) xyxy=(1072,380,1172,394)
table-cell: ୪ xyxy=(544,1183,591,1201)
table-cell: ୦ xyxy=(513,1093,544,1111)
table-cell: ୪ xyxy=(464,1129,513,1147)
section-name: ଖେଳ xyxy=(1240,34,1327,85)
table-cell: ୨ xyxy=(427,1183,464,1201)
cmyk-marker: C M Y K xyxy=(1478,1000,1490,1052)
cmyk-marker: C M Y K xyxy=(1478,80,1490,132)
col-header: ରନରେଟ xyxy=(591,1039,649,1057)
sidebar-item-title: ଅର୍ଜୁନ ପୁରସ୍କାର : ସିକ୍କି ରେଡ୍ଡିଙ୍କ ନାମ ସୁପାରିସ xyxy=(38,760,240,815)
table-cell: ୧୦ xyxy=(544,1093,591,1111)
table-cell: ୭ xyxy=(385,1075,427,1093)
lead-dateline: ଜୟପୁର, ୨୯।୪ (ପି.ଟି.) xyxy=(262,388,374,402)
table-cell: ୨ xyxy=(464,1057,513,1075)
table-row xyxy=(261,1111,649,1129)
today-match-team2: ବନାମ ଡେଲ୍ହି ଡେୟାରଡେଭିଲ୍ସ xyxy=(473,432,633,447)
table-cell: ୨ xyxy=(464,1093,513,1111)
table-cell: ୦.୫୪୩ xyxy=(591,1075,649,1093)
hockey-body-col2: ରହିଥିଲା। ଫଳରେ ପେନାଲ୍ଟି ଶୁଟ୍ ଆଉଟ ସାହାଯ୍ୟ ନିଆଯାଇଥିଲା। ଏଥିରେ ଭାରତ ୩-୧ ବ୍ୟବଧାନରେ ବିଜୟ ହାସଲ କରିଥିଲା। ଅପରପକ୍ଷରେ ମହିଳା ବିଭାଗ ଫାଇନାଲ ମ୍ୟାଚରେ ଭାରତ ୪-୨ ଗୋଲରେ ପରାସ୍ତ ହୋଇ ଉପବିଜେତା ହୋଇଛି। ଦୁଇ ଦଳ ଆଗାମୀ ଅକ୍ଟୋବରରେ ଯୁବ ଅଲିମ୍ପିକ୍ସରେ ଭାଗ ନେବେ। xyxy=(464,1785,658,1922)
lead-score-title: ସଂକ୍ଷିପ୍ତ ସ୍କୋର xyxy=(714,1104,798,1119)
table-row xyxy=(261,1057,649,1075)
lead-photo-caption: ମ୍ୟାନ ଅଫ ଦି ମ୍ୟାଚ କେନ୍ ୱିଲିୟାମସନ xyxy=(656,950,845,964)
today-match-time: ସମୟ ରାତି-୮ଟା xyxy=(514,468,592,483)
col-header: ପଏଣ୍ଟ xyxy=(544,1039,591,1057)
col-header: ଟିମ୍ xyxy=(261,1039,385,1057)
